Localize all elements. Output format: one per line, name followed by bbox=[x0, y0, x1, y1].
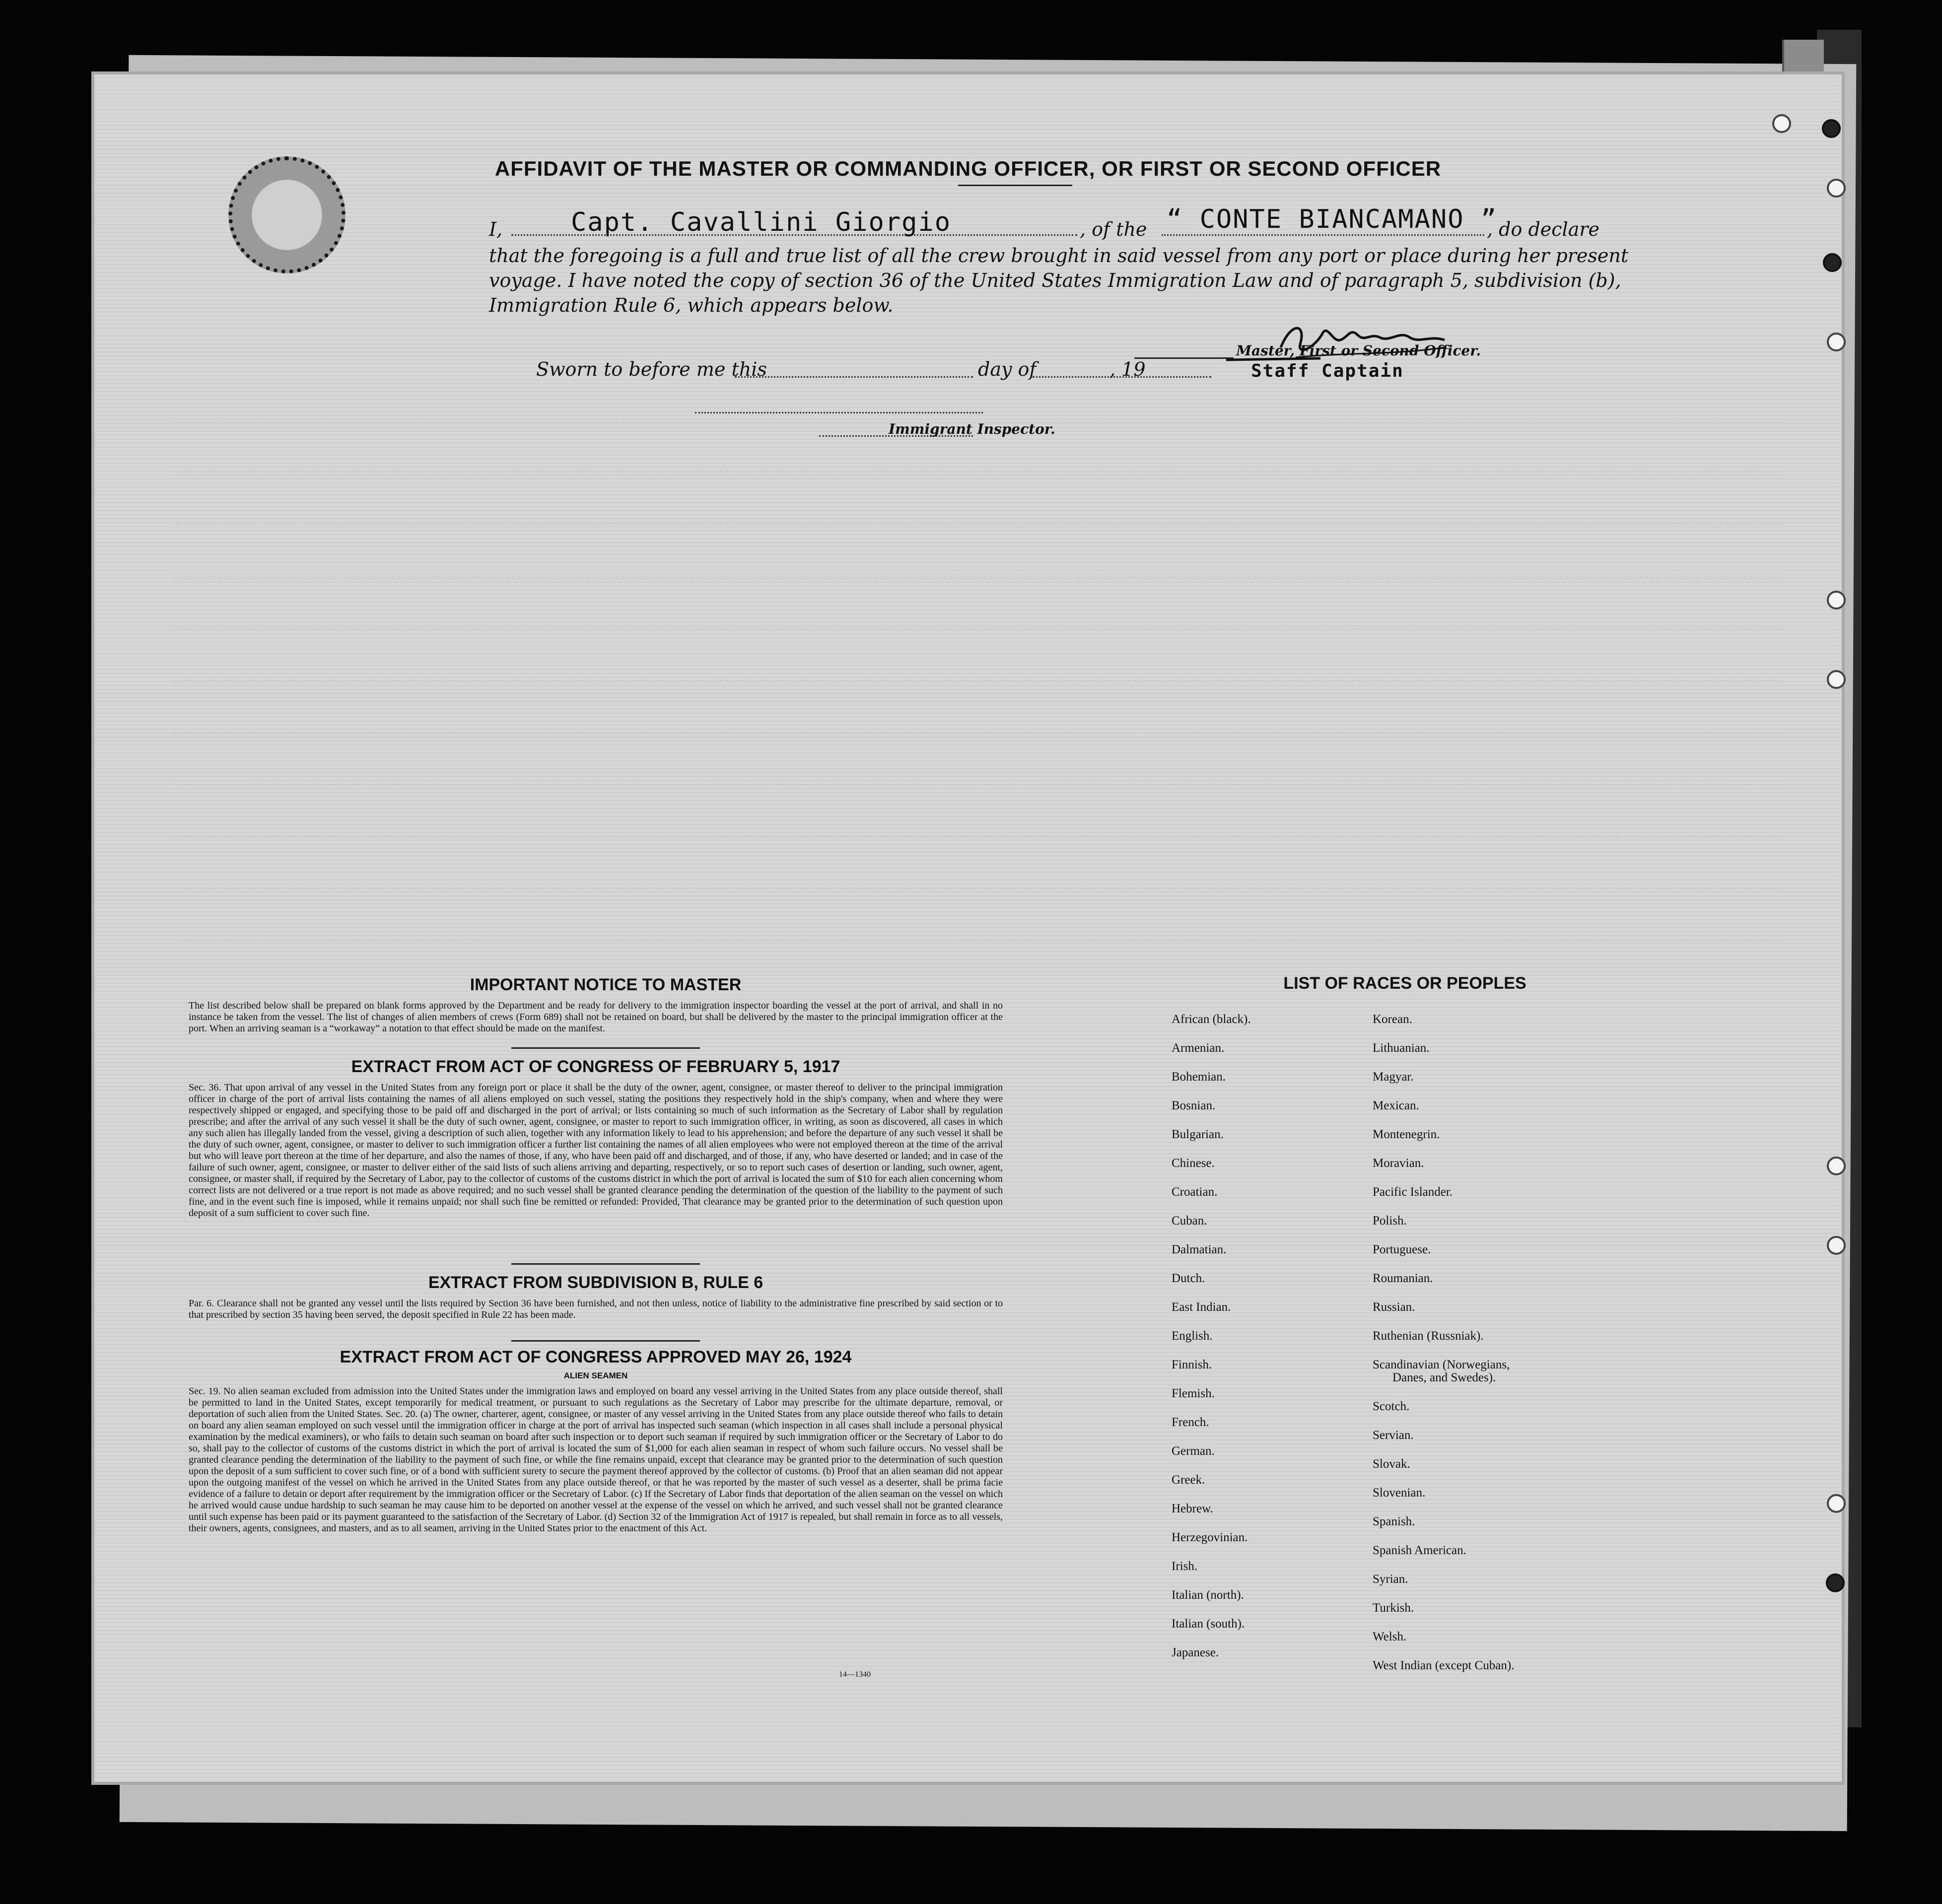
race-item: Welsh. bbox=[1373, 1630, 1407, 1643]
race-item: Dalmatian. bbox=[1172, 1243, 1227, 1256]
ghost-row bbox=[174, 576, 1782, 590]
extract-rule6-text: Par. 6. Clearance shall not be granted any vessel until the lists required by Section 36 have been furnished, and not then unless, notice of liability to the administrative fine prescribed by said section or to that prescribed by section 35 having been served, the deposit specified in Rule 22 has been made. bbox=[189, 1298, 1003, 1320]
race-item: Bohemian. bbox=[1172, 1070, 1226, 1084]
inspector-signature-line bbox=[695, 412, 983, 413]
signature-rule bbox=[1134, 357, 1234, 359]
race-item: Korean. bbox=[1373, 1013, 1412, 1026]
ghost-row bbox=[174, 680, 1782, 694]
race-item: Italian (north). bbox=[1172, 1588, 1244, 1602]
race-item: Slovenian. bbox=[1373, 1486, 1426, 1499]
races-title: LIST OF RACES OR PEOPLES bbox=[1283, 974, 1526, 993]
race-item: Ruthenian (Russniak). bbox=[1373, 1329, 1484, 1343]
race-item: Chinese. bbox=[1172, 1156, 1215, 1170]
race-item: Servian. bbox=[1373, 1428, 1414, 1442]
extract-1917-title: EXTRACT FROM ACT OF CONGRESS OF FEBRUARY 5, 1917 bbox=[351, 1057, 840, 1076]
ghost-row bbox=[174, 941, 1782, 954]
vessel-name: “ CONTE BIANCAMANO ” bbox=[1167, 204, 1498, 234]
race-item: African (black). bbox=[1172, 1013, 1251, 1026]
race-item: Finnish. bbox=[1172, 1358, 1212, 1371]
extract-rule6-title: EXTRACT FROM SUBDIVISION B, RULE 6 bbox=[428, 1273, 763, 1292]
race-item: Mexican. bbox=[1373, 1099, 1419, 1112]
punch-hole bbox=[1827, 333, 1846, 351]
ghost-row bbox=[174, 732, 1782, 746]
race-item: Pacific Islander. bbox=[1373, 1185, 1453, 1199]
race-item: Portuguese. bbox=[1373, 1243, 1431, 1256]
race-item: Russian. bbox=[1373, 1300, 1415, 1314]
race-item: Irish. bbox=[1172, 1560, 1198, 1573]
punch-hole bbox=[1827, 1494, 1846, 1513]
extract-rule6-rule bbox=[511, 1340, 700, 1342]
ghost-row bbox=[174, 836, 1782, 850]
race-item: Flemish. bbox=[1172, 1387, 1215, 1400]
extract-1917-text: Sec. 36. That upon arrival of any vessel in the United States from any foreign port or place it shall be the duty of the owner, agent, consignee, or master thereof to deliver to the principal immigration officer in charge of the port of arrival lists containing the names of all aliens employed on such vessel, stating the positions they respectively hold in the ship's company, when and where they were respectively shipped or engaged, and specifying those to be paid off and discharged in the port of arrival; or lists containing so much of such information as the Secretary of Labor shall by regulation prescribe; and after the arrival of any such vessel it shall be the duty of such owner, agent, consignee, or master to report to such immigration officer, in writing, as soon as discovered, all cases in which any such alien has illegally landed from the vessel, giving a description of such alien, together with any information likely to lead to his apprehension; and before the departure of any such vessel it shall be the duty of such owner, agent, consignee, or master to deliver to such immigration officer a further list containing the names of all alien employees who were not employed thereon at the time of the arrival but who will leave port thereon at the time of her departure, and also the names of those, if any, who have been paid off and discharged, and of those, if any, who have deserted or landed; and in case of the failure of such owner, agent, consignee, or master to deliver either of the said lists of such aliens arriving and departing, respectively, or so to report such cases of desertion or landing, such owner, agent, consignee, or master shall, if required by the Secretary of Labor, pay to the collector of customs of the customs district in which the port of arrival is located the sum of $10 for each alien concerning whom correct lists are not delivered or a true report is not made as above required; and no such vessel shall be granted clearance pending the determination of the question of the liability to the payment of such fine, and in the event such fine is imposed, while it remains unpaid; nor shall such fine be remitted or refunded: Provided, That clearance may be granted prior to the determination of such question upon deposit of a sum sufficient to cover such fine. bbox=[189, 1082, 1003, 1219]
race-item: Dutch. bbox=[1172, 1272, 1205, 1285]
extract-1924-subtitle: ALIEN SEAMEN bbox=[563, 1371, 628, 1380]
document-page bbox=[94, 74, 1842, 1782]
signer-title: Staff Captain bbox=[1251, 361, 1404, 381]
race-item: Slovak. bbox=[1373, 1457, 1410, 1471]
extract-1924-title: EXTRACT FROM ACT OF CONGRESS APPROVED MAY 26, 1924 bbox=[340, 1348, 852, 1366]
race-item: Polish. bbox=[1373, 1214, 1407, 1227]
race-item: Japanese. bbox=[1172, 1646, 1219, 1659]
sworn-day-line bbox=[735, 376, 973, 378]
race-item: English. bbox=[1172, 1329, 1213, 1343]
race-item: Roumanian. bbox=[1373, 1272, 1433, 1285]
race-item: West Indian (except Cuban). bbox=[1373, 1659, 1515, 1672]
punch-hole bbox=[1827, 670, 1846, 689]
form-number: 14—1340 bbox=[839, 1670, 871, 1679]
race-item: Herzegovinian. bbox=[1172, 1531, 1248, 1544]
punch-hole bbox=[1823, 253, 1842, 272]
race-item: Bulgarian. bbox=[1172, 1128, 1224, 1141]
race-item: Armenian. bbox=[1172, 1041, 1225, 1055]
extract-1924-text: Sec. 19. No alien seaman excluded from admission into the United States under the immigration laws and employed on board any vessel arriving in the United States from any place outside thereof, shall be permitted to land in the United States, except temporarily for medical treatment, or pursuant to such regulations as the Secretary of Labor may prescribe for the ultimate departure, removal, or deportation of such alien from the United States. Sec. 20. (a) The owner, charterer, agent, consignee, or master of any vessel arriving in the United States from any place outside thereof who fails to detain on board any alien seaman employed on such vessel until the immigration officer in charge at the port of arrival has inspected such seaman (which inspection in all cases shall include a personal physical examination by the medical examiners), or who fails to detain such seaman on board after such inspection or to deport such seaman if required by such immigration officer or the Secretary of Labor to do so, shall pay to the collector of customs of the customs district in which the port of arrival is located the sum of $1,000 for each alien seaman in respect of whom such failure occurs. No vessel shall be granted clearance pending the determination of the liability to the payment of such fine, or while the fine remains unpaid, except that clearance may be granted prior to the determination of such question upon the deposit of a sum sufficient to cover such fine, or of a bond with sufficient surety to secure the payment thereof approved by the collector of customs. (b) Proof that an alien seaman did not appear upon the outgoing manifest of the vessel on which he arrived in the United States from any place outside thereof, or that he was reported by the master of such vessel as a deserter, shall be prima facie evidence of a failure to detain or deport after requirement by the immigration officer or the Secretary of Labor. (c) If the Secretary of Labor finds that deportation of the alien seaman on the vessel on which he arrived would cause undue hardship to such seaman he may cause him to be deported on another vessel at the expense of the vessel on which he arrived, and such vessel shall not be granted clearance until such expense has been paid or its payment guaranteed to the satisfaction of the Secretary of Labor. (d) Section 32 of the Immigration Act of 1917 is repealed, but shall remain in force as to all vessels, their owners, agents, consignees, and masters, and as to all seamen, arriving in the United States prior to the enactment of this Act. bbox=[189, 1386, 1003, 1534]
punch-hole bbox=[1827, 1156, 1846, 1175]
race-item: Bosnian. bbox=[1172, 1099, 1216, 1112]
affidavit-title: AFFIDAVIT OF THE MASTER OR COMMANDING OFFICER, OR FIRST OR SECOND OFFICER bbox=[494, 157, 1442, 180]
year-prefix: , 19 bbox=[1110, 358, 1146, 380]
race-item: Scotch. bbox=[1373, 1400, 1410, 1413]
race-item: Magyar. bbox=[1373, 1070, 1414, 1084]
punch-hole bbox=[1822, 119, 1841, 138]
punch-hole bbox=[1826, 1573, 1845, 1592]
do-declare-label: , do declare bbox=[1487, 218, 1599, 240]
races-left-column bbox=[1172, 1013, 1251, 1675]
declaration-line-1: that the foregoing is a full and true list of all the crew brought in said vessel from any port or place during her present bbox=[489, 245, 1629, 267]
race-item: East Indian. bbox=[1172, 1300, 1231, 1314]
race-item: Danes, and Swedes). bbox=[1392, 1371, 1496, 1384]
race-item: Italian (south). bbox=[1172, 1617, 1245, 1631]
race-item: Spanish. bbox=[1373, 1515, 1415, 1528]
punch-hole bbox=[1827, 591, 1846, 610]
race-item: Montenegrin. bbox=[1373, 1128, 1440, 1141]
race-item: Greek. bbox=[1172, 1473, 1205, 1487]
notice-text: The list described below shall be prepared on blank forms approved by the Department and be ready for delivery to the immigration inspector boarding the vessel at the port of arrival, and shall in no instance be taken from the vessel. The list of changes of alien members of crews (Form 689) shall not be retained on board, but shall be delivered by the master to the principal immigration officer at the port. When an arriving seaman is a “workaway” a notation to that effect should be made on the manifest. bbox=[189, 1000, 1003, 1034]
race-item: Lithuanian. bbox=[1373, 1041, 1430, 1055]
ghost-row bbox=[174, 784, 1782, 798]
of-the-label: , of the bbox=[1080, 218, 1147, 240]
title-rule bbox=[958, 185, 1072, 186]
ghost-row bbox=[174, 524, 1782, 538]
notice-title: IMPORTANT NOTICE TO MASTER bbox=[470, 975, 742, 994]
race-item: German. bbox=[1172, 1444, 1215, 1458]
race-item: Moravian. bbox=[1373, 1156, 1424, 1170]
races-right-column bbox=[1373, 1013, 1514, 1688]
punch-hole bbox=[1827, 179, 1846, 198]
day-of-label: day of bbox=[978, 358, 1037, 380]
signature-caption: Master, First or Second Officer. bbox=[1236, 342, 1481, 359]
ghost-row bbox=[174, 888, 1782, 902]
ghost-row bbox=[174, 628, 1782, 642]
extract-1917-rule bbox=[511, 1263, 700, 1265]
vessel-name-line bbox=[1162, 234, 1484, 236]
punch-hole bbox=[1827, 1236, 1846, 1255]
affidavit-i-label: I, bbox=[489, 218, 503, 240]
inspector-label: Immigrant Inspector. bbox=[889, 421, 1055, 437]
race-item: Spanish American. bbox=[1373, 1544, 1466, 1557]
race-item: Turkish. bbox=[1373, 1601, 1414, 1615]
sworn-label: Sworn to before me this bbox=[536, 358, 767, 380]
notice-rule bbox=[511, 1047, 700, 1049]
signature-scribble bbox=[1221, 313, 1450, 367]
race-item: French. bbox=[1172, 1416, 1209, 1429]
race-item: Scandinavian (Norwegians, bbox=[1373, 1358, 1510, 1371]
race-item: Syrian. bbox=[1373, 1572, 1408, 1586]
master-name: Capt. Cavallini Giorgio bbox=[571, 207, 952, 237]
race-item: Hebrew. bbox=[1172, 1502, 1213, 1515]
punch-hole bbox=[1772, 114, 1791, 133]
ghost-row bbox=[174, 472, 1782, 485]
race-item: Croatian. bbox=[1172, 1185, 1218, 1199]
declaration-line-3: Immigration Rule 6, which appears below. bbox=[489, 294, 894, 316]
declaration-line-2: voyage. I have noted the copy of section 36 of the United States Immigration Law and of paragraph 5, subdivision (b), bbox=[489, 270, 1621, 291]
race-item: Cuban. bbox=[1172, 1214, 1207, 1227]
